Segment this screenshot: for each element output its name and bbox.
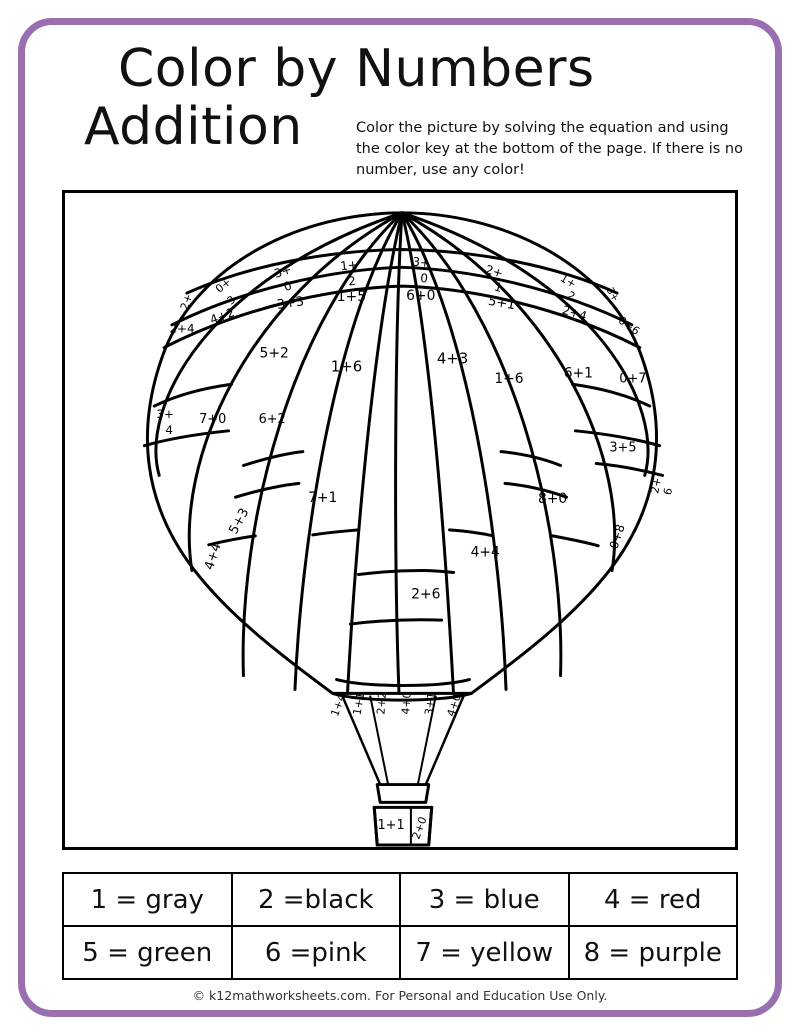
instructions-text: Color the picture by solving the equation and using the color key at the bottom of the page. If there is no number, use any color! <box>356 120 743 178</box>
equation-label: 4 <box>165 422 173 437</box>
equation-label: 0 <box>282 278 294 295</box>
equation-label: 3+ <box>411 254 431 271</box>
footer-credit: © k12mathworksheets.com. For Personal and Education Use Only. <box>192 988 608 1003</box>
equation-label: 8+0 <box>537 491 568 508</box>
coloring-picture-frame <box>62 190 738 850</box>
equation-label: 1+1 <box>377 818 405 834</box>
color-key-cell-6: 6 =pink <box>233 927 402 978</box>
equation-label: 6+2 <box>258 411 286 427</box>
equation-label: 5+1 <box>486 293 517 314</box>
equation-label: 6+1 <box>563 365 593 382</box>
page-subtitle: Addition <box>84 97 303 157</box>
equation-label: 1+6 <box>330 357 363 376</box>
equation-label: 0 <box>419 270 429 286</box>
equation-label: 2+4 <box>169 321 195 336</box>
equation-label: 7+1 <box>308 490 338 507</box>
equation-label: 2+ <box>648 476 665 495</box>
equation-label: 6 <box>661 486 676 497</box>
equation-label: 2+ <box>177 292 196 312</box>
equation-label: 2+4 <box>560 302 589 324</box>
equation-label: 1+ <box>339 257 359 274</box>
equation-label: 1+4 <box>328 692 349 719</box>
color-key-cell-4: 4 = red <box>604 884 702 915</box>
equation-label: 6+0 <box>406 288 436 305</box>
equation-label: 3+1 <box>422 691 439 717</box>
equation-label: 2+2 <box>374 691 389 715</box>
equation-label: 4+2 <box>208 305 237 327</box>
equation-label: 2 <box>564 288 578 304</box>
equation-label: 4+0 <box>444 692 464 719</box>
equation-label: 2+ <box>483 262 505 281</box>
color-key-row-2 <box>64 927 736 978</box>
color-key-cell-8: 8 = purple <box>583 937 722 968</box>
equation-label: 2+6 <box>411 586 441 603</box>
equation-label: 4+3 <box>436 349 469 368</box>
equation-label: 2+0 <box>409 814 430 841</box>
color-key-cell-1: 1 = gray <box>64 874 233 925</box>
equation-label: 0+8 <box>606 522 628 551</box>
color-key-row-1 <box>64 874 736 927</box>
equation-label: 4+4 <box>202 541 225 572</box>
color-key-cell-2: 2 =black <box>233 874 402 925</box>
equation-label: 1+1 <box>350 691 368 717</box>
equation-label: 1+5 <box>336 289 367 306</box>
equation-label: 1 <box>492 279 504 296</box>
color-key-cell-3: 3 = blue <box>401 874 570 925</box>
equation-label: 5+3 <box>226 505 253 537</box>
equation-label: 3+ <box>272 262 294 281</box>
equation-label: 3+5 <box>609 440 637 456</box>
equation-label: 7+0 <box>199 411 227 427</box>
equation-label: 3+ <box>156 406 174 421</box>
equation-label: 1+ <box>558 271 579 291</box>
color-key-table <box>62 872 738 980</box>
equation-label: 4+4 <box>470 544 500 561</box>
equation-label: 0+7 <box>619 371 647 387</box>
equation-label: 0+6 <box>615 313 643 338</box>
equation-label: 4+0 <box>399 691 414 715</box>
color-key-cell-5: 5 = green <box>64 927 233 978</box>
equation-label: 0+ <box>213 275 234 296</box>
equation-label: 3 <box>224 293 239 308</box>
equation-label: 2 <box>347 273 357 289</box>
page-title: Color by Numbers <box>118 39 595 99</box>
equation-label: 5+2 <box>259 345 289 362</box>
title-block <box>56 40 746 180</box>
color-key-cell-7: 7 = yellow <box>401 927 570 978</box>
equation-label: 3+ <box>603 285 621 304</box>
equation-label: 1+6 <box>494 371 524 388</box>
hot-air-balloon-drawing <box>65 193 735 847</box>
equation-label: 3+3 <box>276 294 306 313</box>
